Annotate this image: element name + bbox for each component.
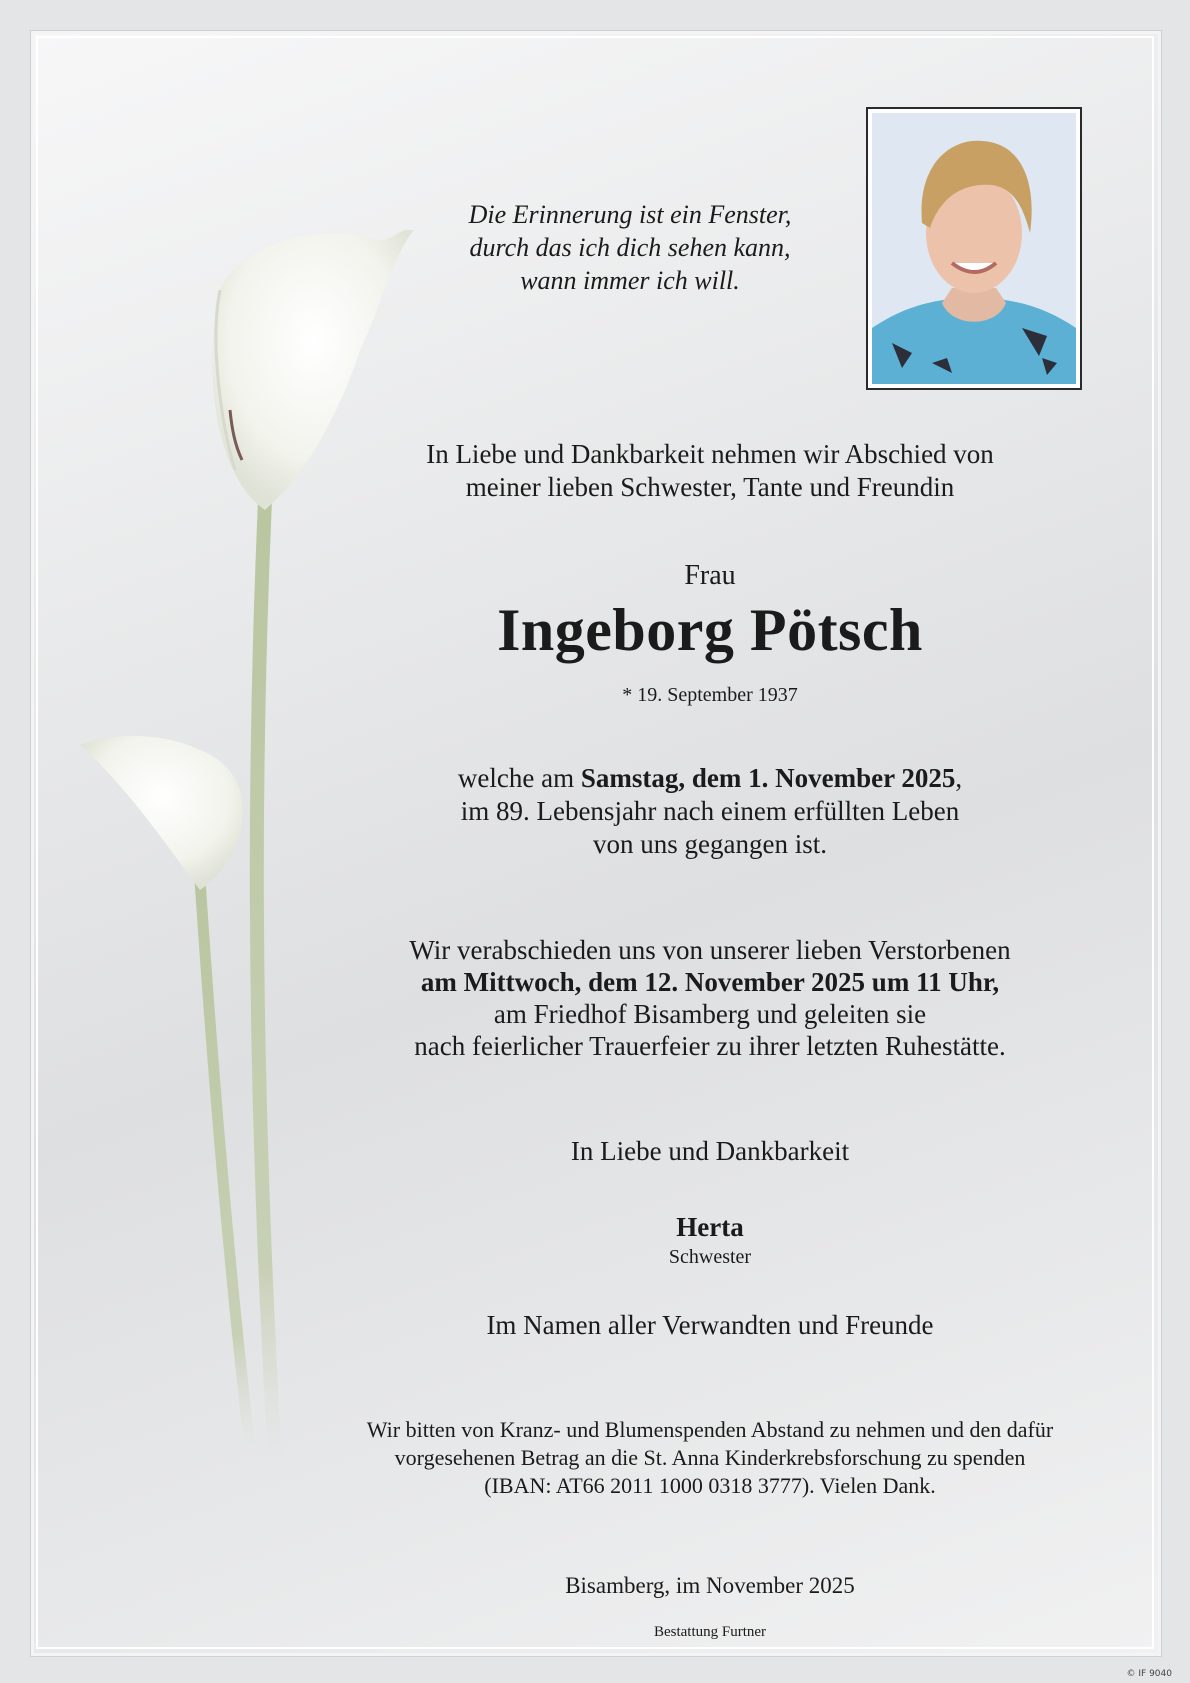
portrait-image: [872, 113, 1076, 384]
mourner-relation: Schwester: [668, 1246, 752, 1268]
template-code: © IF 9040: [1126, 1669, 1172, 1679]
deceased-name: Ingeborg Pötsch: [497, 597, 923, 663]
salutation: Frau: [684, 560, 736, 591]
undertaker-name: Bestattung Furtner: [653, 1624, 767, 1640]
memorial-quote: Die Erinnerung ist ein Fenster, durch das ich dich sehen kann, wann immer ich will.: [468, 200, 792, 295]
closing-line: In Liebe und Dankbarkeit: [570, 1136, 850, 1166]
portrait-photo: [866, 107, 1082, 390]
farewell-intro: In Liebe und Dankbarkeit nehmen wir Abschied von meiner lieben Schwester, Tante und Freundin: [426, 439, 994, 502]
birth-date: * 19. September 1937: [622, 684, 798, 706]
donation-request: Wir bitten von Kranz- und Blumenspenden Abstand zu nehmen und den dafür vorgesehenen Betrag an die St. Anna Kinderkrebsforschung zu spenden (IBAN: AT66 2011 1000 0318 3777). Vielen Dank.: [366, 1417, 1054, 1498]
mourner-name: Herta: [676, 1212, 744, 1242]
lily-flower-lower: [80, 736, 243, 890]
service-date: am Mittwoch, dem 12. November 2025 um 11 Uhr,: [420, 967, 1000, 997]
death-date: Samstag, dem 1. November 2025: [580, 763, 956, 793]
relatives-line: Im Namen aller Verwandten und Freunde: [486, 1310, 934, 1340]
stem-short: [200, 880, 250, 1450]
death-notice: welche am Samstag, dem 1. November 2025, im 89. Lebensjahr nach einem erfüllten Leben von uns gegangen ist.: [457, 763, 963, 859]
place-date: Bisamberg, im November 2025: [565, 1573, 855, 1598]
stem-tall: [257, 500, 275, 1460]
funeral-service-info: Wir verabschieden uns von unserer lieben Verstorbenen am Mittwoch, dem 12. November 2025 um 11 Uhr, am Friedhof Bisamberg und geleiten sie nach feierlicher Trauerfeier zu ihrer letzten Ruhestätte.: [320, 934, 1100, 1062]
